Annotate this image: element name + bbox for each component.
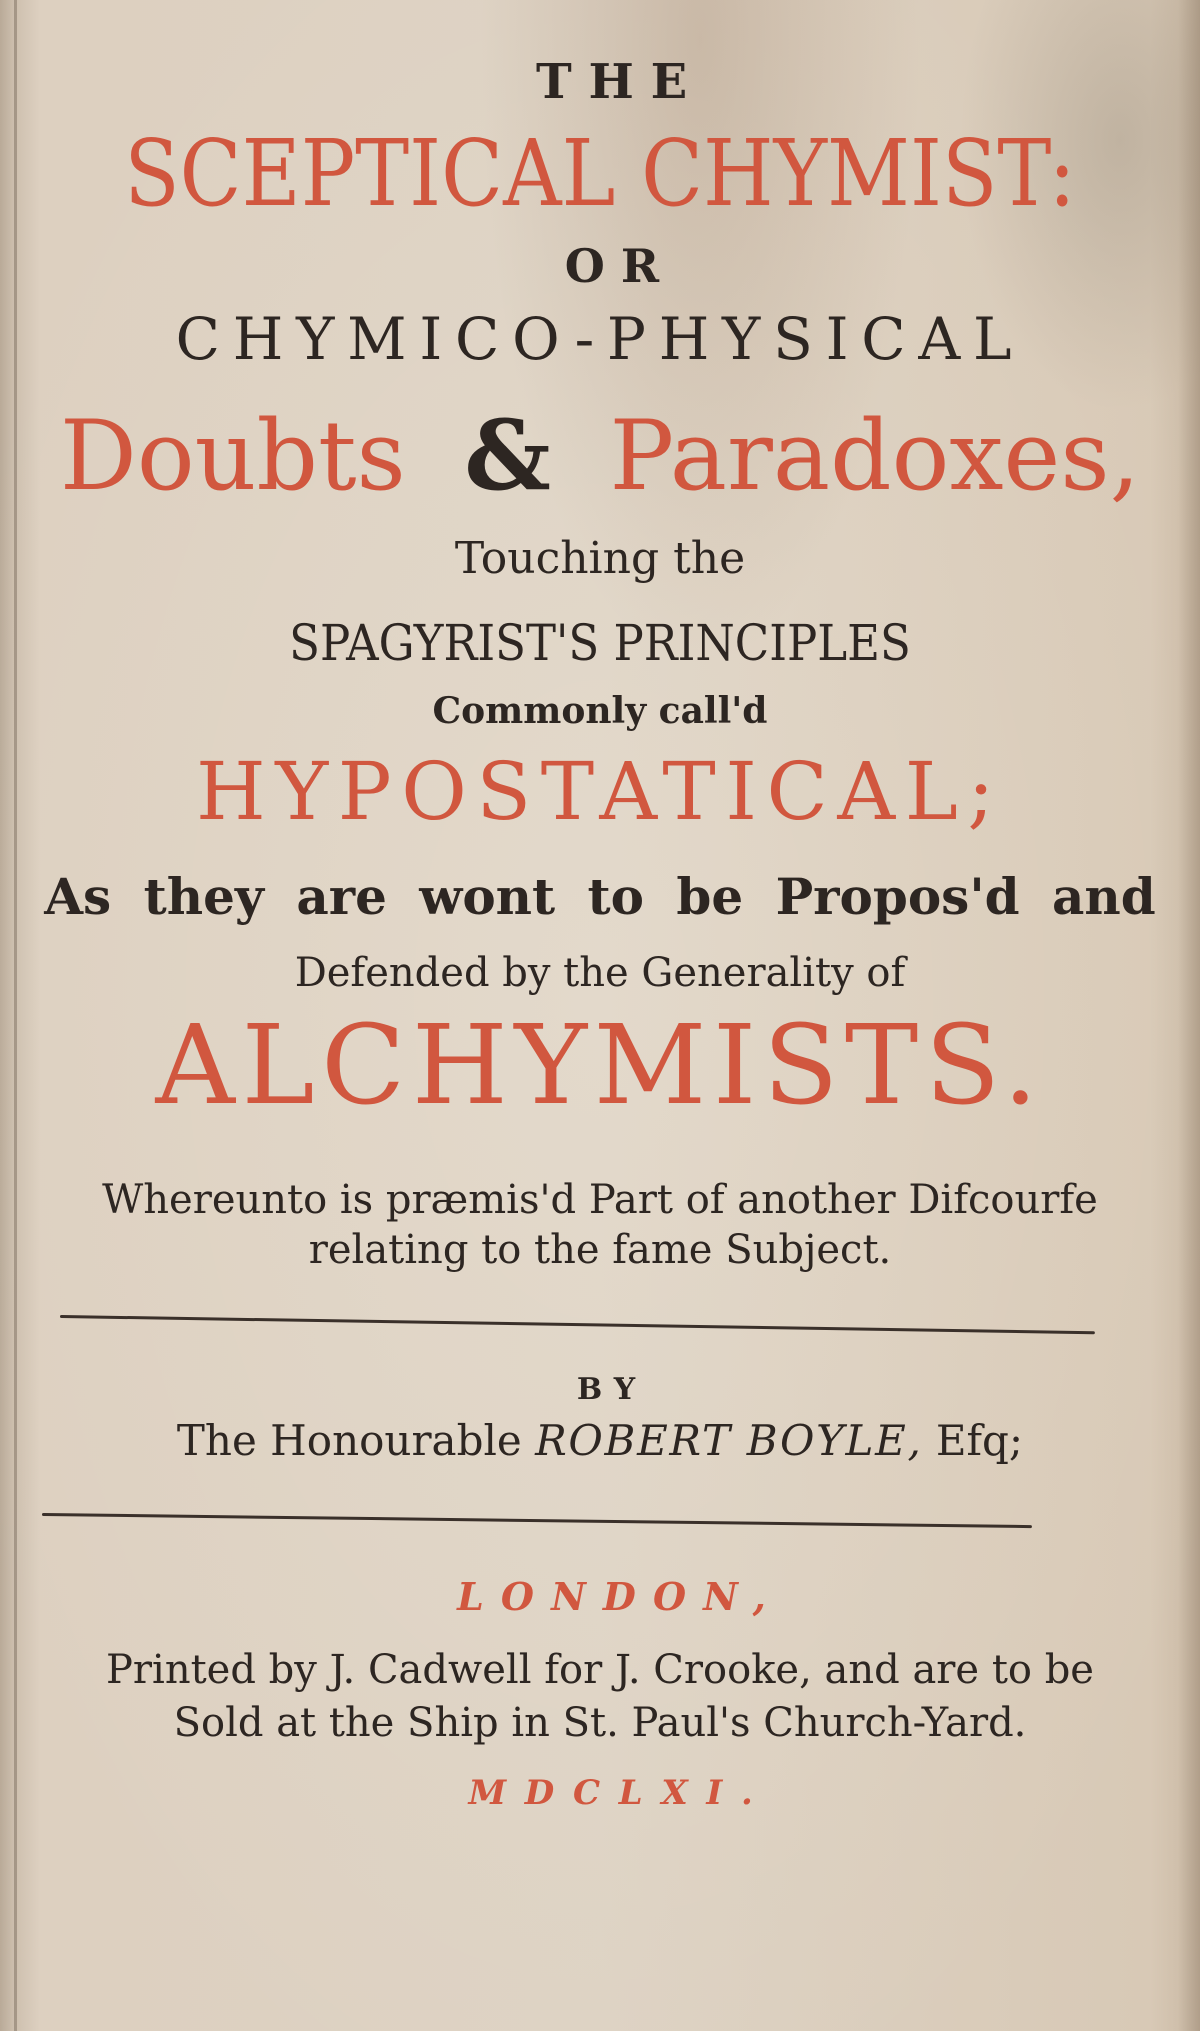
author-line: [0, 1416, 1200, 1465]
as-they-are-wont: As they are wont to be Propos'd and: [44, 867, 1156, 926]
ampersand: &: [464, 399, 551, 512]
imprint-line-2: Sold at the Ship in St. Paul's Church-Yard.: [173, 1700, 1027, 1746]
imprint-line-1: Printed by J. Cadwell for J. Crooke, and are to be: [106, 1647, 1094, 1693]
touching-the: Touching the: [454, 533, 746, 584]
whereunto-line-1: Whereunto is præmis'd Part of another Difcourfe: [102, 1177, 1098, 1223]
subtitle-chymico-physical: CHYMICO-PHYSICAL: [175, 305, 1025, 373]
hypostatical: HYPOSTATICAL;: [195, 745, 1004, 838]
subtitle-paradoxes: Paradoxes,: [609, 400, 1141, 512]
imprint-year: MDCLXI.: [468, 1773, 772, 1813]
subtitle-doubts-paradoxes: [0, 399, 1200, 512]
author-name: ROBERT BOYLE,: [535, 1416, 923, 1465]
subtitle-doubts: Doubts: [59, 400, 406, 512]
title-the: THE: [535, 54, 705, 110]
spagyrist-principles: SPAGYRIST'S PRINCIPLES: [289, 614, 911, 672]
title-or: OR: [564, 239, 676, 293]
whereunto-line-2: relating to the fame Subject.: [308, 1227, 892, 1273]
main-title: SCEPTICAL CHYMIST:: [124, 120, 1076, 227]
author-prefix: The Honourable: [176, 1416, 522, 1465]
by-label: BY: [576, 1372, 648, 1407]
author-suffix: Efq;: [935, 1416, 1024, 1465]
horizontal-rule-bottom: [42, 1513, 1032, 1528]
horizontal-rule-top: [60, 1315, 1095, 1334]
commonly-called: Commonly call'd: [432, 690, 768, 732]
alchymists: ALCHYMISTS.: [155, 1001, 1045, 1129]
defended-by-generality: Defended by the Generality of: [294, 950, 906, 996]
place-london: LONDON,: [457, 1574, 783, 1619]
